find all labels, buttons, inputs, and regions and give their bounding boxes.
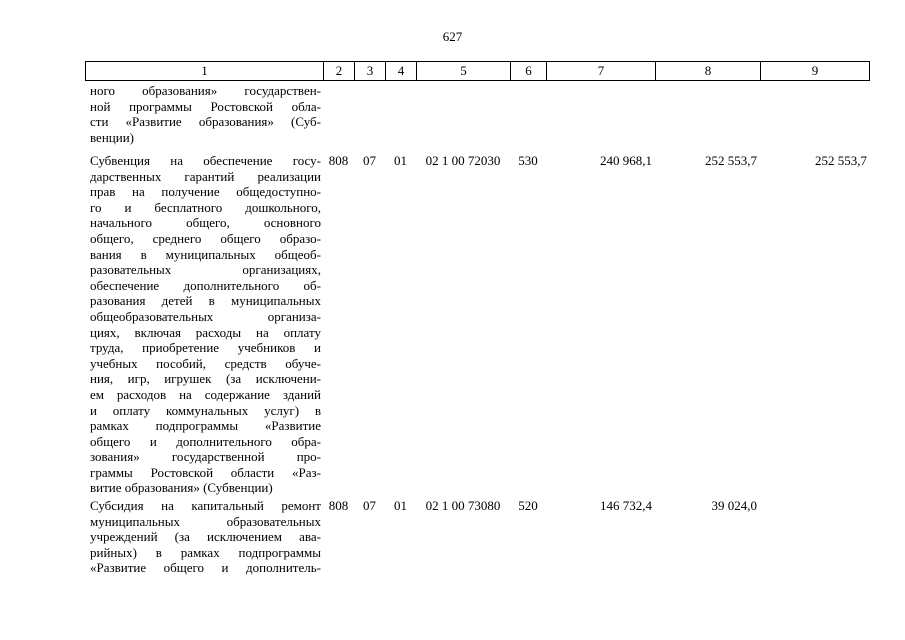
cell-vr: 530: [518, 153, 538, 168]
description-line: венции): [90, 129, 134, 145]
cell-ved: 808: [328, 498, 349, 513]
column-header-6: 6: [510, 62, 546, 80]
description-line: Субсидия на капитальный ремонт: [90, 498, 321, 513]
description-line: общего и дополнительного обра-: [90, 433, 321, 449]
description-line: «Развитие общего и дополнитель-: [90, 560, 321, 576]
cell-value-1: 240 968,1: [600, 153, 652, 168]
row-description: [85, 83, 323, 145]
description-line: рамках подпрограммы «Развитие: [90, 418, 321, 434]
row-description: [85, 153, 323, 496]
description-line: ем расходов на содержание зданий: [90, 386, 321, 402]
description-line: Субвенция на обеспечение госу-: [90, 153, 321, 168]
cell-vr: [510, 83, 546, 145]
cell-value-1: 146 732,4: [600, 498, 652, 513]
column-header-1: 1: [85, 62, 323, 80]
table-row: [85, 498, 870, 576]
description-line: дарственных гарантий реализации: [90, 168, 321, 184]
cell-csr: 02 1 00 73080: [425, 498, 501, 513]
column-header-9: 9: [760, 62, 870, 80]
description-line: вания в муниципальных общеоб-: [90, 246, 321, 262]
table-row: [85, 83, 870, 145]
description-line: витие образования» (Субвенции): [90, 480, 273, 496]
cell-value-2: 252 553,7: [705, 153, 757, 168]
cell-pr: 01: [394, 153, 407, 168]
description-line: и оплату коммунальных услуг) в: [90, 402, 321, 418]
cell-value-3: [760, 498, 870, 576]
column-header-7: 7: [546, 62, 655, 80]
description-line: муниципальных образовательных: [90, 513, 321, 529]
description-line: сти «Развитие образования» (Суб-: [90, 114, 321, 130]
description-line: общего, среднего общего образо-: [90, 230, 321, 246]
table-header: [85, 61, 870, 81]
column-header-3: 3: [354, 62, 385, 80]
cell-value-3: 252 553,7: [815, 153, 867, 168]
cell-csr: 02 1 00 72030: [425, 153, 501, 168]
cell-pr: 01: [394, 498, 407, 513]
description-line: зования» государственной про-: [90, 449, 321, 465]
description-line: обеспечение дополнительного об-: [90, 277, 321, 293]
description-line: ной программы Ростовской обла-: [90, 98, 321, 114]
description-line: циях, включая расходы на оплату: [90, 324, 321, 340]
description-line: прав на получение общедоступно-: [90, 184, 321, 200]
description-line: разования детей в муниципальных: [90, 293, 321, 309]
cell-csr: [416, 83, 510, 145]
description-line: общеобразовательных организа-: [90, 308, 321, 324]
cell-value-2: 39 024,0: [711, 498, 757, 513]
description-line: учреждений (за исключением ава-: [90, 529, 321, 545]
cell-rz: 07: [363, 153, 376, 168]
cell-value-3: [760, 83, 870, 145]
cell-ved: 808: [328, 153, 349, 168]
cell-value-1: [546, 83, 655, 145]
column-header-4: 4: [385, 62, 416, 80]
table-row: [85, 153, 870, 496]
description-line: разовательных организациях,: [90, 262, 321, 278]
description-line: го и бесплатного дошкольного,: [90, 199, 321, 215]
description-line: труда, приобретение учебников и: [90, 340, 321, 356]
description-line: граммы Ростовской области «Раз-: [90, 464, 321, 480]
description-line: начального общего, основного: [90, 215, 321, 231]
column-header-5: 5: [416, 62, 510, 80]
column-header-2: 2: [323, 62, 354, 80]
column-header-8: 8: [655, 62, 760, 80]
page-number: 627: [442, 29, 463, 44]
cell-vr: 520: [518, 498, 538, 513]
cell-rz: [354, 83, 385, 145]
cell-ved: [323, 83, 354, 145]
description-line: ного образования» государствен-: [90, 83, 321, 98]
row-description: [85, 498, 323, 576]
cell-pr: [385, 83, 416, 145]
cell-rz: 07: [363, 498, 376, 513]
description-line: учебных пособий, средств обуче-: [90, 355, 321, 371]
cell-value-2: [655, 83, 760, 145]
description-line: рийных) в рамках подпрограммы: [90, 544, 321, 560]
description-line: ния, игр, игрушек (за исключени-: [90, 371, 321, 387]
